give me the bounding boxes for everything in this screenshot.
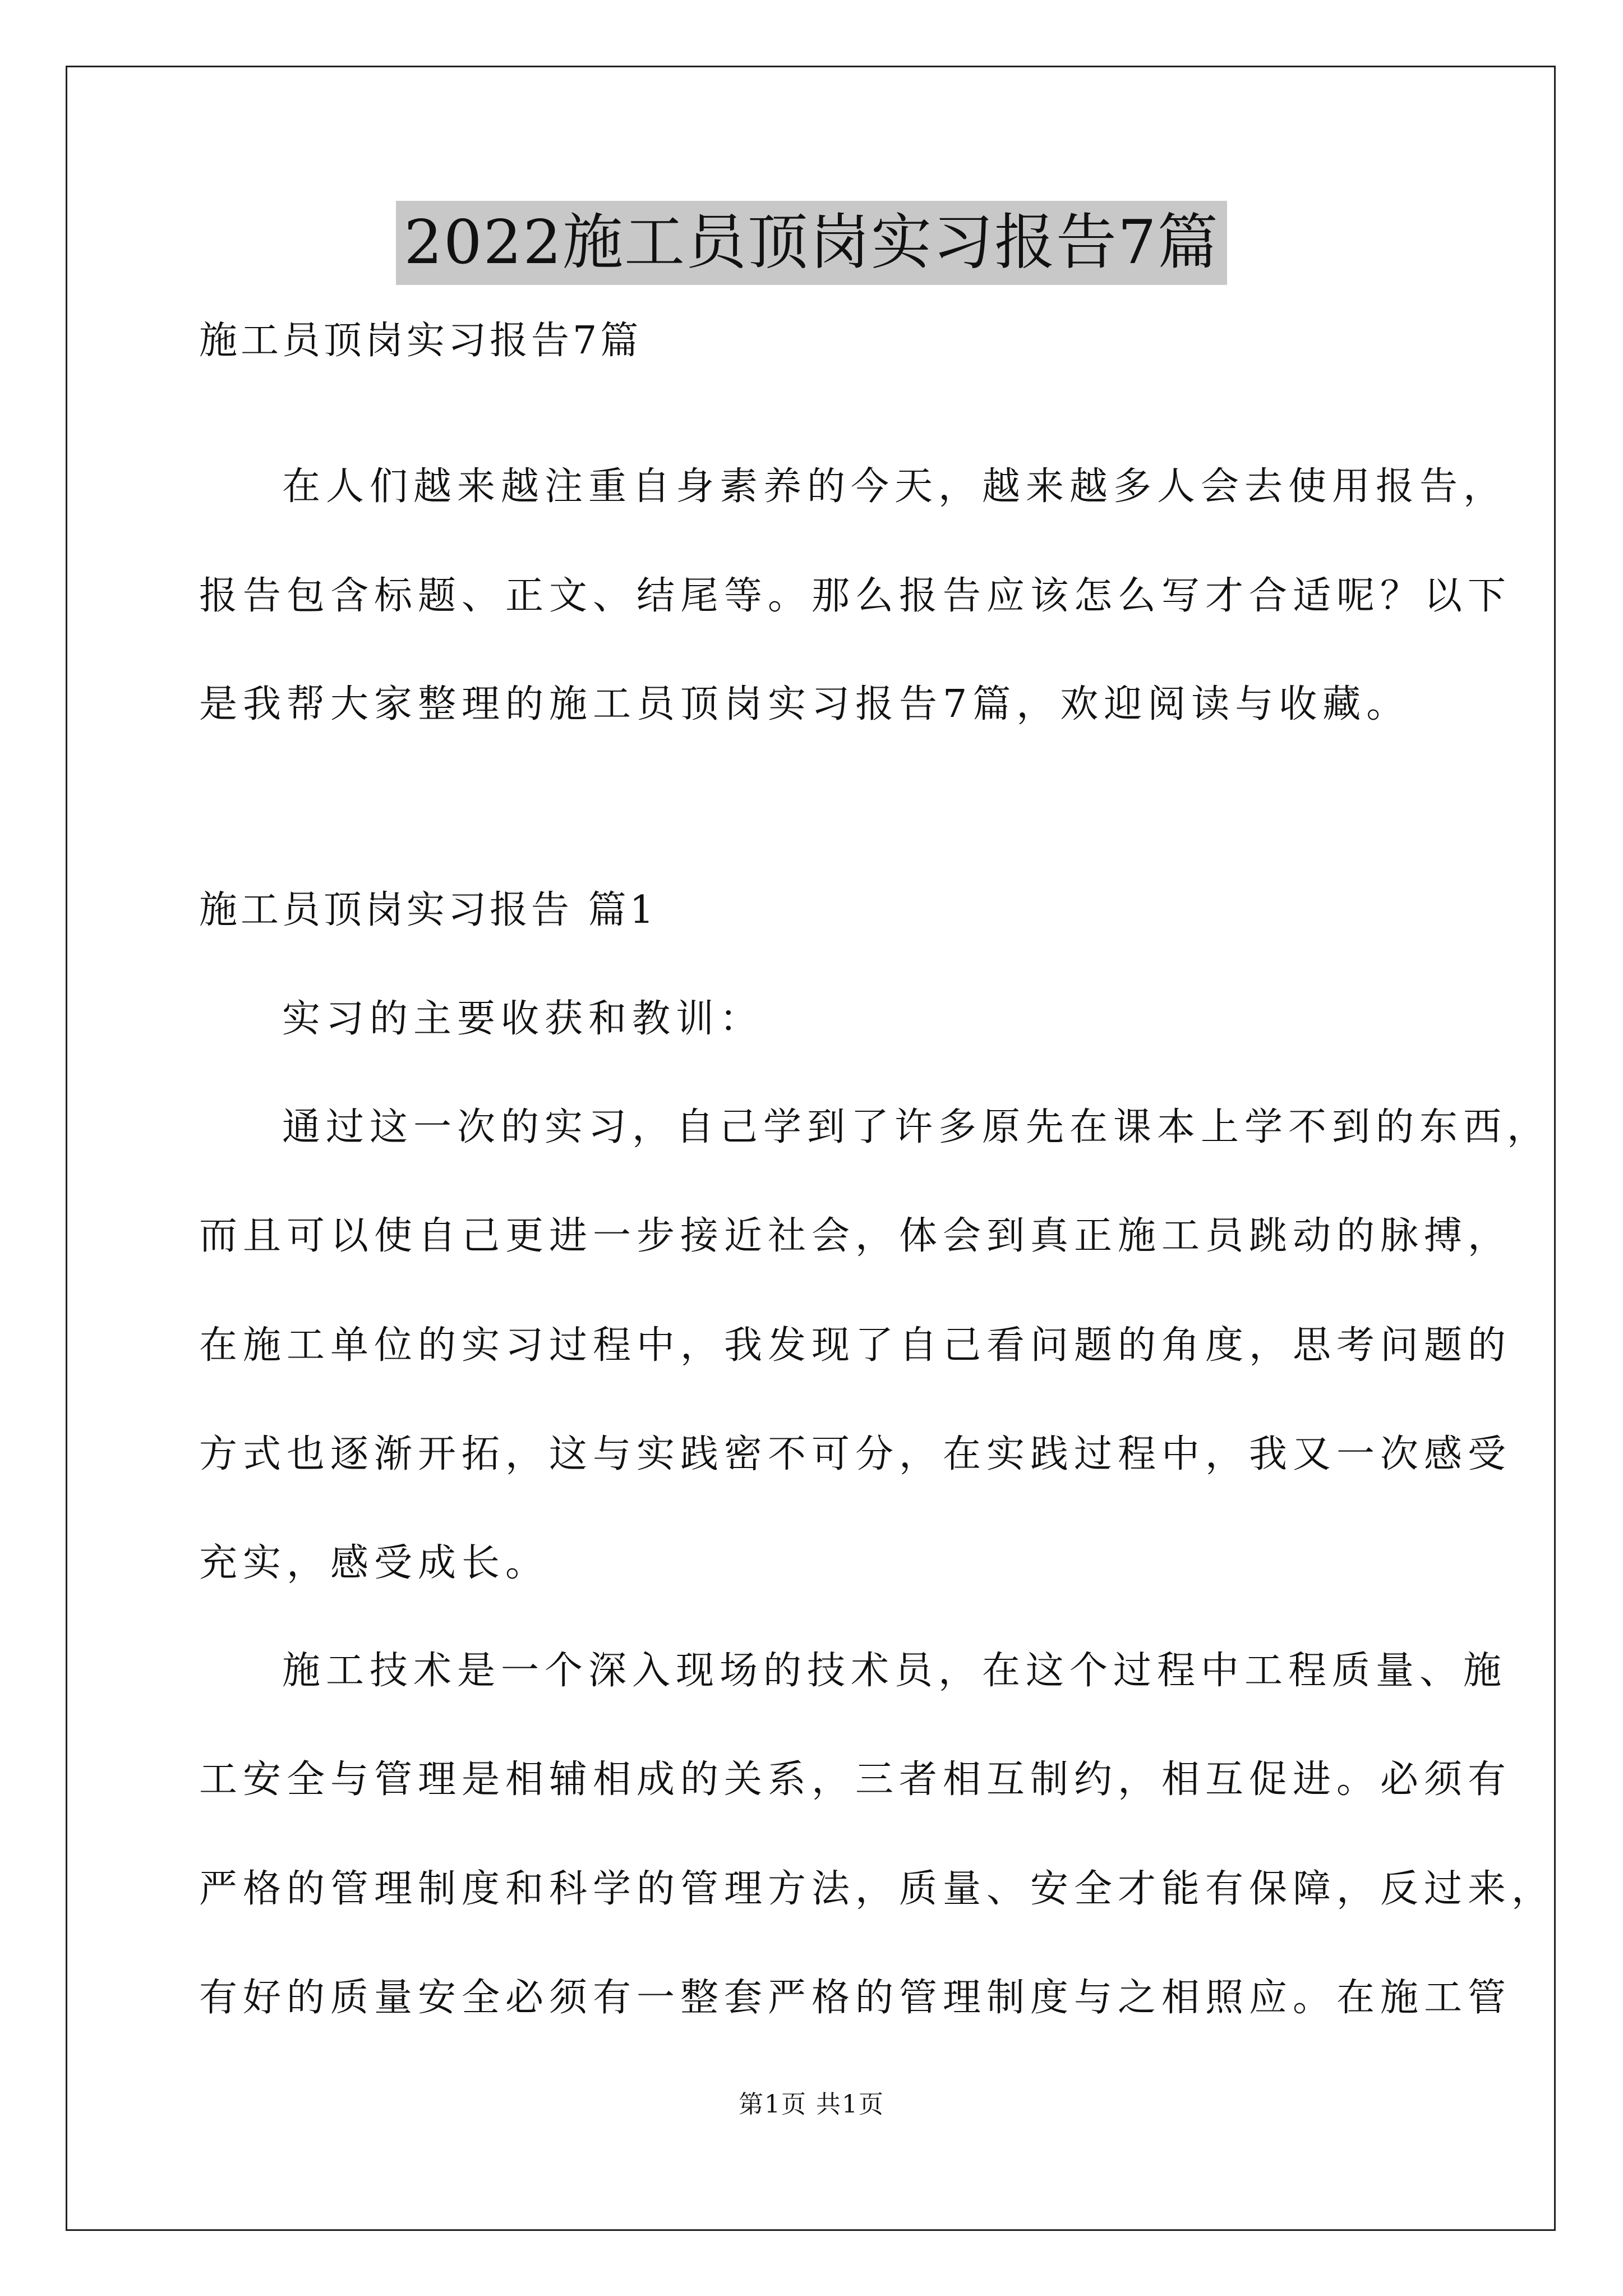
- document-title: 2022施工员顶岗实习报告7篇: [396, 201, 1227, 285]
- title-container: [0, 201, 1623, 285]
- para2-line-2: 工安全与管理是相辅相成的关系，三者相互制约，相互促进。必须有: [199, 1757, 1512, 1802]
- section1-heading: 施工员顶岗实习报告 篇1: [199, 888, 657, 932]
- para1-line-3: 在施工单位的实习过程中，我发现了自己看问题的角度，思考问题的: [199, 1323, 1512, 1368]
- page-footer: 第1页 共1页: [739, 2090, 884, 2119]
- para1-line-4: 方式也逐渐开拓，这与实践密不可分，在实践过程中，我又一次感受: [199, 1432, 1512, 1476]
- intro-line-3: 是我帮大家整理的施工员顶岗实习报告7篇，欢迎阅读与收藏。: [199, 682, 1410, 726]
- document-subtitle: 施工员顶岗实习报告7篇: [199, 319, 642, 363]
- section1-lead: 实习的主要收获和教训：: [282, 997, 764, 1041]
- intro-line-2: 报告包含标题、正文、结尾等。那么报告应该怎么写才合适呢？以下: [199, 574, 1512, 618]
- intro-line-1: 在人们越来越注重自身素养的今天，越来越多人会去使用报告，: [282, 464, 1507, 509]
- para1-line-5: 充实，感受成长。: [199, 1541, 550, 1585]
- para2-line-4: 有好的质量安全必须有一整套严格的管理制度与之相照应。在施工管: [199, 1976, 1512, 2020]
- para1-line-2: 而且可以使自己更进一步接近社会，体会到真正施工员跳动的脉搏，: [199, 1214, 1512, 1258]
- para1-line-1: 通过这一次的实习，自己学到了许多原先在课本上学不到的东西，: [282, 1105, 1551, 1149]
- para2-line-1: 施工技术是一个深入现场的技术员，在这个过程中工程质量、施: [282, 1649, 1507, 1693]
- para2-line-3: 严格的管理制度和科学的管理方法，质量、安全才能有保障，反过来，: [199, 1867, 1556, 1911]
